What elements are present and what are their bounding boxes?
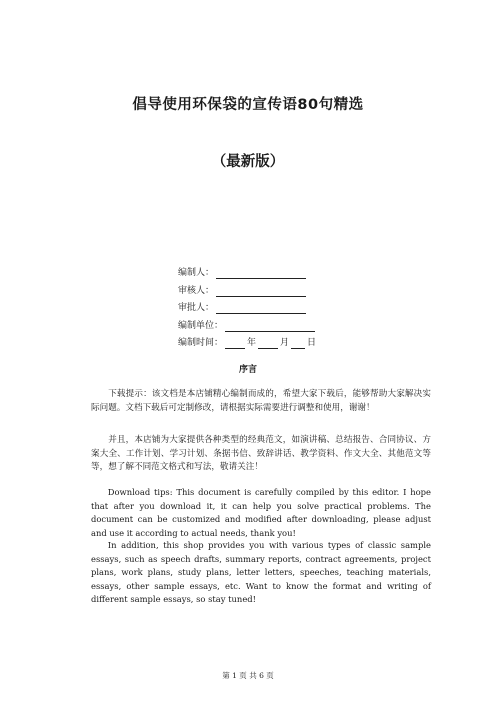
unit-blank	[225, 321, 315, 332]
reviewer-blank	[216, 286, 306, 297]
year-blank	[225, 338, 245, 349]
editor-label: 编制人：	[178, 268, 215, 278]
reviewer-label: 审核人：	[178, 285, 215, 296]
preface-paragraph-3: Download tips: This document is carefully compiled by this editor. I hope that after you download it, it can help you solve practical problems. The document can be customized and modified after downloading, please adjust and use it according to actual needs, thank you!	[91, 487, 431, 538]
preface-paragraph-4: In addition, this shop provides you with various types of classic sample essays, such as speech drafts, summary reports, contract agreements, project plans, work plans, study plans, letter letters, speeches, teaching materials, essays, other sample essays, etc. Want to know the format and writing of different sample essays, so stay tuned!	[91, 540, 431, 604]
info-row-reviewer	[178, 283, 316, 301]
info-row-editor	[178, 265, 316, 283]
preface-paragraph-1: 下载提示：该文档是本店铺精心编制而成的，希望大家下载后，能够帮助大家解决实际问题。文档下载后可定制修改，请根据实际需要进行调整和使用，谢谢！	[91, 389, 431, 413]
preface-title: 序言	[238, 365, 257, 375]
info-row-time	[178, 335, 316, 353]
info-row-approver	[178, 300, 316, 318]
document-subtitle: （最新版）	[211, 154, 285, 170]
year-char: 年	[247, 338, 257, 348]
approver-label: 审批人：	[178, 303, 215, 313]
day-char: 日	[307, 338, 317, 348]
preface-paragraph-2: 并且，本店铺为大家提供各种类型的经典范文，如演讲稿、总结报告、合同协议、方案大全、工作计划、学习计划、条据书信、致辞讲话、教学资料、作文大全、其他范文等等，想了解不同范文格式和写法，敬请关注！	[91, 435, 431, 472]
document-title: 倡导使用环保袋的宣传语80句精选	[132, 97, 364, 113]
info-block	[178, 265, 316, 353]
page-footer: 第 1 页 共 6 页	[222, 671, 274, 680]
approver-blank	[216, 303, 306, 314]
month-blank	[258, 338, 278, 349]
editor-blank	[216, 268, 306, 279]
unit-label: 编制单位：	[178, 320, 224, 331]
month-char: 月	[280, 338, 290, 348]
time-label: 编制时间：	[178, 338, 224, 348]
day-blank	[291, 338, 305, 349]
info-row-unit	[178, 318, 316, 336]
